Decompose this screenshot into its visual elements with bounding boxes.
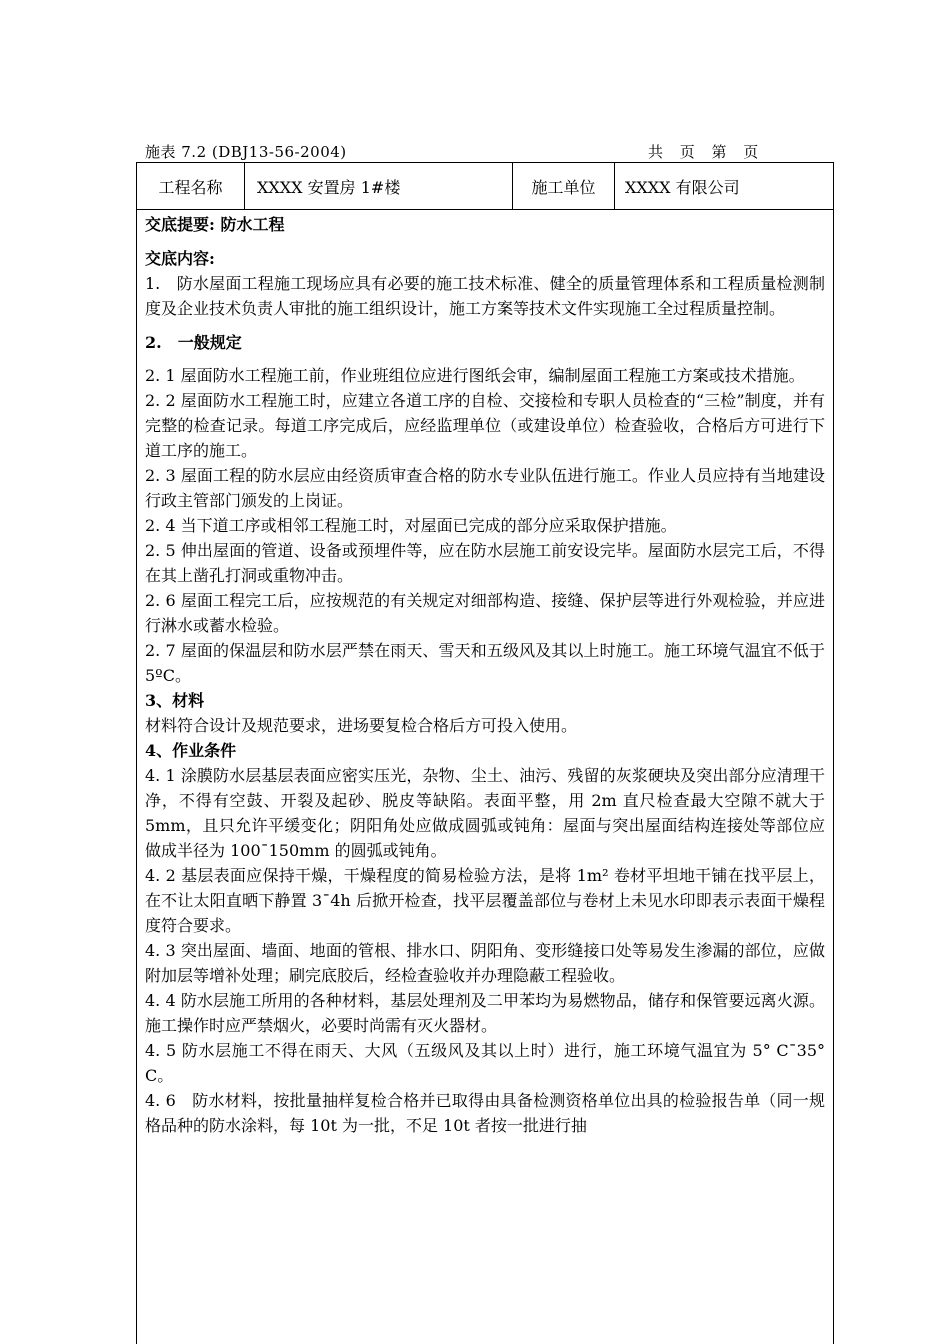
construction-unit-value: XXXX 有限公司 — [625, 177, 740, 197]
header-row — [137, 163, 833, 210]
project-name-label: 工程名称 — [137, 163, 245, 209]
page-info: 共 页 第 页 — [648, 143, 760, 161]
paragraph-2-5: 2. 5 伸出屋面的管道、设备或预埋件等，应在防水层施工前安设完毕。屋面防水层完工后，不得在其上凿孔打洞或重物冲击。 — [145, 541, 825, 585]
disclosure-content-label: 交底内容: — [145, 249, 215, 268]
project-name-value: XXXX 安置房 1#楼 — [245, 163, 513, 209]
paragraph-1: 1. 防水屋面工程施工现场应具有必要的施工技术标准、健全的质量管理体系和工程质量检测制度及企业技术负责人审批的施工组织设计，施工方案等技术文件实现施工全过程质量控制。 — [145, 274, 825, 318]
disclosure-summary: 交底提要: 防水工程 — [145, 215, 285, 234]
paragraph-2-7: 2. 7 屋面的保温层和防水层严禁在雨天、雪天和五级风及其以上时施工。施工环境气温宜不低于 5ºC。 — [145, 641, 825, 685]
paragraph-2-3: 2. 3 屋面工程的防水层应由经资质审查合格的防水专业队伍进行施工。作业人员应持有当地建设行政主管部门颁发的上岗证。 — [145, 466, 825, 510]
paragraph-4-6: 4. 6 防水材料，按批量抽样复检合格并已取得由具备检测资格单位出具的检验报告单（同一规格品种的防水涂料，每 10t 为一批，不足 10t 者按一批进行抽 — [145, 1091, 825, 1135]
paragraph-4-4: 4. 4 防水层施工所用的各种材料，基层处理剂及二甲苯均为易燃物品，储存和保管要远离火源。施工操作时应严禁烟火，必要时尚需有灭火器材。 — [145, 991, 825, 1035]
paragraph-4-5: 4. 5 防水层施工不得在雨天、大风（五级风及其以上时）进行，施工环境气温宜为 5° C¯35° C。 — [145, 1041, 825, 1085]
disclosure-sheet — [136, 162, 834, 1344]
paragraph-2-2: 2. 2 屋面防水工程施工时，应建立各道工序的自检、交接检和专职人员检查的“三检”制度，并有完整的检查记录。每道工序完成后，应经监理单位（或建设单位）检查验收，合格后方可进行下道工序的施工。 — [145, 391, 825, 460]
paragraph-4-3: 4. 3 突出屋面、墙面、地面的管根、排水口、阴阳角、变形缝接口处等易发生渗漏的部位，应做附加层等增补处理；刷完底胶后，经检查验收并办理隐蔽工程验收。 — [145, 941, 825, 985]
disclosure-body — [137, 210, 833, 1138]
paragraph-4-2: 4. 2 基层表面应保持干燥，干燥程度的简易检验方法，是将 1m² 卷材平坦地干铺在找平层上，在不让太阳直晒下静置 3¯4h 后掀开检查，找平层覆盖部位与卷材上未见水印即表示表面干燥程度符合要求。 — [145, 866, 825, 935]
paragraph-2-4: 2. 4 当下道工序或相邻工程施工时，对屋面已完成的部分应采取保护措施。 — [145, 516, 677, 535]
paragraph-3: 材料符合设计及规范要求，进场要复检合格后方可投入使用。 — [145, 716, 578, 735]
paragraph-2-1: 2. 1 屋面防水工程施工前，作业班组位应进行图纸会审，编制屋面工程施工方案或技术措施。 — [145, 366, 805, 385]
form-code: 施表 7.2 (DBJ13-56-2004) — [145, 143, 347, 161]
paragraph-4-1: 4. 1 涂膜防水层基层表面应密实压光，杂物、尘土、油污、残留的灰浆硬块及突出部分应清理干净，不得有空鼓、开裂及起砂、脱皮等缺陷。表面平整，用 2m 直尺检查最大空隙不就大于 5mm，且只允许平缓变化；阴阳角处应做成圆弧或钝角：屋面与突出屋面结构连接处等部位应做成半径为 100¯150mm 的圆弧或钝角。 — [145, 766, 825, 860]
paragraph-2-6: 2. 6 屋面工程完工后，应按规范的有关规定对细部构造、接缝、保护层等进行外观检验，并应进行淋水或蓄水检验。 — [145, 591, 825, 635]
section-heading-3: 3、材料 — [145, 691, 205, 710]
section-heading-4: 4、作业条件 — [145, 741, 237, 760]
section-heading-2: 2. 一般规定 — [145, 333, 242, 352]
construction-unit-label: 施工单位 — [513, 163, 615, 209]
